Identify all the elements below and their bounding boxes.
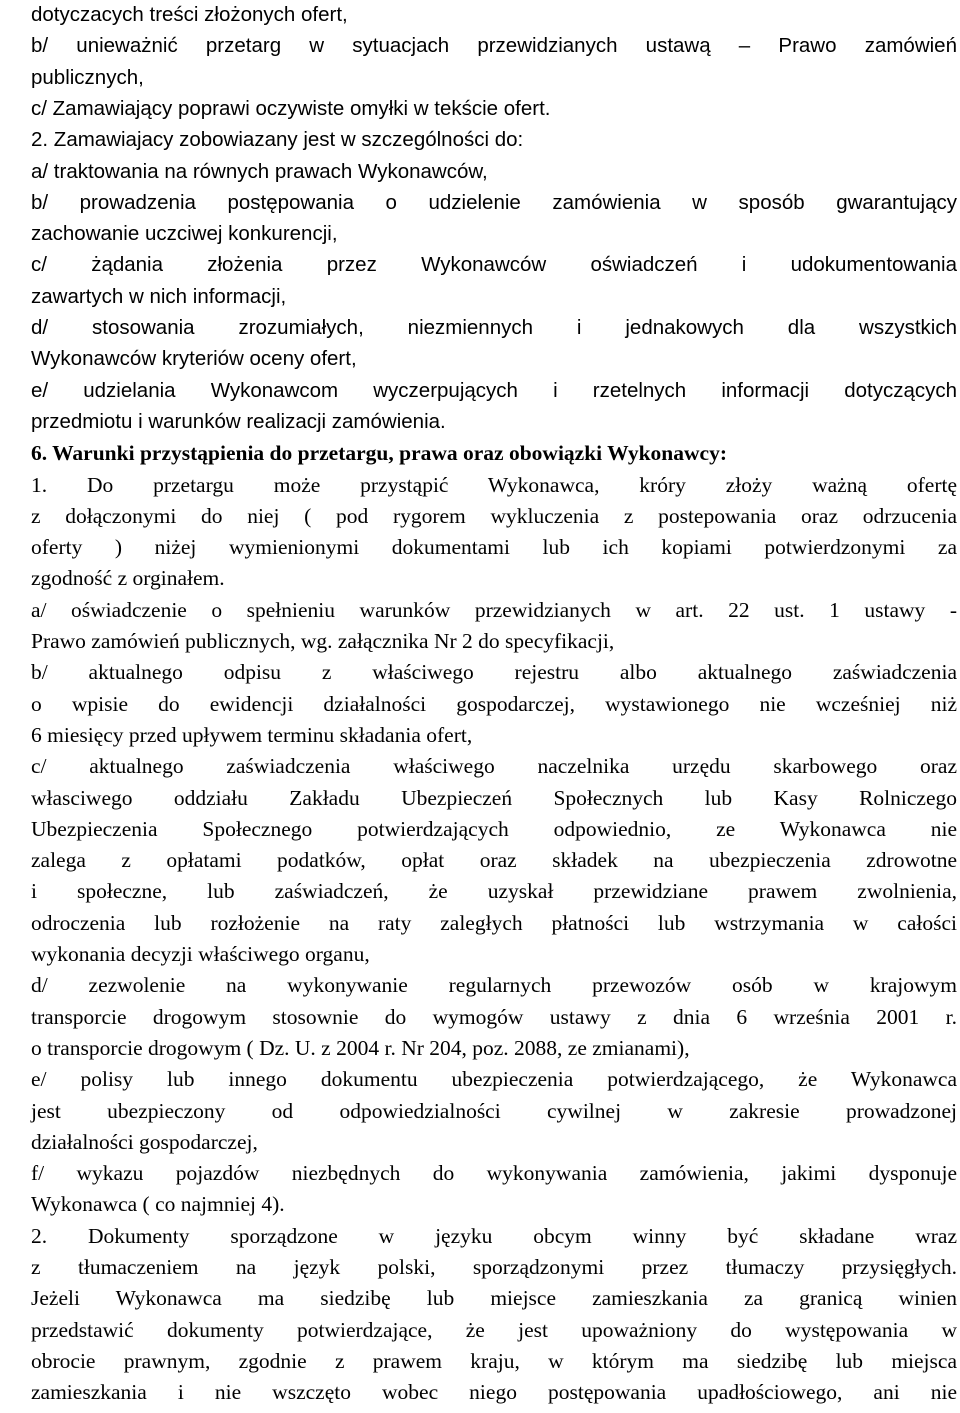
text-line: a/ oświadczenie o spełnieniu warunków przewidzianych w art. 22 ust. 1 ustawy - bbox=[31, 597, 957, 622]
text-line: własciwego oddziału Zakładu Ubezpieczeń Społecznych lub Kasy Rolniczego bbox=[31, 785, 957, 810]
text-line: c/ Zamawiający poprawi oczywiste omyłki w tekście ofert. bbox=[31, 96, 551, 120]
text-line: a/ traktowania na równych prawach Wykonawców, bbox=[31, 159, 488, 183]
text-line: c/ żądania złożenia przez Wykonawców oświadczeń i udokumentowania bbox=[31, 253, 957, 277]
text-line: oferty ) niżej wymienionymi dokumentami lub ich kopiami potwierdzonymi za bbox=[31, 535, 957, 560]
text-line: przedmiotu i warunków realizacji zamówienia. bbox=[31, 409, 446, 433]
text-line: zalega z opłatami podatków, opłat oraz składek na ubezpieczenia zdrowotne bbox=[31, 848, 957, 873]
text-line: c/ aktualnego zaświadczenia właściwego naczelnika urzędu skarbowego oraz bbox=[31, 754, 957, 779]
text-line: zachowanie uczciwej konkurencji, bbox=[31, 222, 338, 246]
text-line: d/ stosowania zrozumiałych, niezmiennych i jednakowych dla wszystkich bbox=[31, 316, 957, 339]
text-line: działalności gospodarczej, bbox=[31, 1129, 258, 1154]
text-line: publicznych, bbox=[31, 65, 144, 89]
text-line: 6 miesięcy przed upływem terminu składania ofert, bbox=[31, 722, 473, 747]
text-line: Wykonawców kryteriów oceny ofert, bbox=[31, 347, 357, 371]
text-line: Wykonawca ( co najmniej 4). bbox=[31, 1192, 285, 1217]
text-line: o wpisie do ewidencji działalności gospodarczej, wystawionego nie wcześniej niż bbox=[31, 691, 957, 716]
text-line: f/ wykazu pojazdów niezbędnych do wykonywania zamówienia, jakimi dysponuje bbox=[31, 1161, 957, 1186]
text-line: e/ polisy lub innego dokumentu ubezpieczenia potwierdzającego, że Wykonawca bbox=[31, 1067, 957, 1092]
text-line: Prawo zamówień publicznych, wg. załącznika Nr 2 do specyfikacji, bbox=[31, 629, 615, 653]
text-line: Ubezpieczenia Społecznego potwierdzających odpowiednio, ze Wykonawca nie bbox=[31, 816, 957, 841]
text-line: zgodność z orginałem. bbox=[31, 566, 225, 591]
text-line: przedstawić dokumenty potwierdzające, że jest upoważniony do występowania w bbox=[31, 1317, 957, 1342]
text-line: zawartych w nich informacji, bbox=[31, 284, 287, 308]
text-line: transporcie drogowym stosownie do wymogów ustawy z dnia 6 września 2001 r. bbox=[31, 1004, 957, 1029]
text-line: wykonania decyzji właściwego organu, bbox=[31, 942, 370, 966]
text-line: e/ udzielania Wykonawcom wyczerpujących i rzetelnych informacji dotyczących bbox=[31, 378, 957, 402]
text-line: zamieszkania i nie wszczęto wobec niego postępowania upadłościowego, ani nie bbox=[31, 1380, 957, 1405]
text-line: z tłumaczeniem na język polski, sporządzonymi przez tłumaczy przysięgłych. bbox=[31, 1255, 957, 1279]
text-line: 1. Do przetargu może przystąpić Wykonawca, króry złoży ważną ofertę bbox=[31, 472, 957, 497]
text-line: jest ubezpieczony od odpowiedzialności cywilnej w zakresie prowadzonej bbox=[31, 1098, 957, 1123]
text-line: dotyczacych treści złożonych ofert, bbox=[31, 3, 348, 26]
text-line: odroczenia lub rozłożenie na raty zaległych płatności lub wstrzymania w całości bbox=[31, 910, 957, 935]
text-line: i społeczne, lub zaświadczeń, że uzyskał przewidziane prawem zwolnienia, bbox=[31, 879, 957, 904]
text-line: b/ unieważnić przetarg w sytuacjach przewidzianych ustawą – Prawo zamówień bbox=[31, 34, 957, 58]
text-line: obrocie prawnym, zgodnie z prawem kraju, w którym ma siedzibę lub miejsca bbox=[31, 1348, 957, 1373]
text-line: z dołączonymi do niej ( pod rygorem wykluczenia z postepowania oraz odrzucenia bbox=[31, 503, 957, 528]
text-line: d/ zezwolenie na wykonywanie regularnych przewozów osób w krajowym bbox=[31, 973, 957, 998]
text-line: 2. Dokumenty sporządzone w języku obcym winny być składane wraz bbox=[31, 1223, 957, 1248]
text-line: o transporcie drogowym ( Dz. U. z 2004 r. Nr 204, poz. 2088, ze zmianami), bbox=[31, 1035, 690, 1060]
text-line: Jeżeli Wykonawca ma siedzibę lub miejsce zamieszkania za granicą winien bbox=[31, 1286, 957, 1311]
text-line: b/ aktualnego odpisu z właściwego rejestru albo aktualnego zaświadczenia bbox=[31, 660, 957, 685]
text-line: 2. Zamawiajacy zobowiazany jest w szczególności do: bbox=[31, 128, 524, 152]
section-heading: 6. Warunki przystąpienia do przetargu, prawa oraz obowiązki Wykonawcy: bbox=[31, 441, 727, 466]
text-line: b/ prowadzenia postępowania o udzielenie zamówienia w sposób gwarantujący bbox=[31, 190, 957, 214]
